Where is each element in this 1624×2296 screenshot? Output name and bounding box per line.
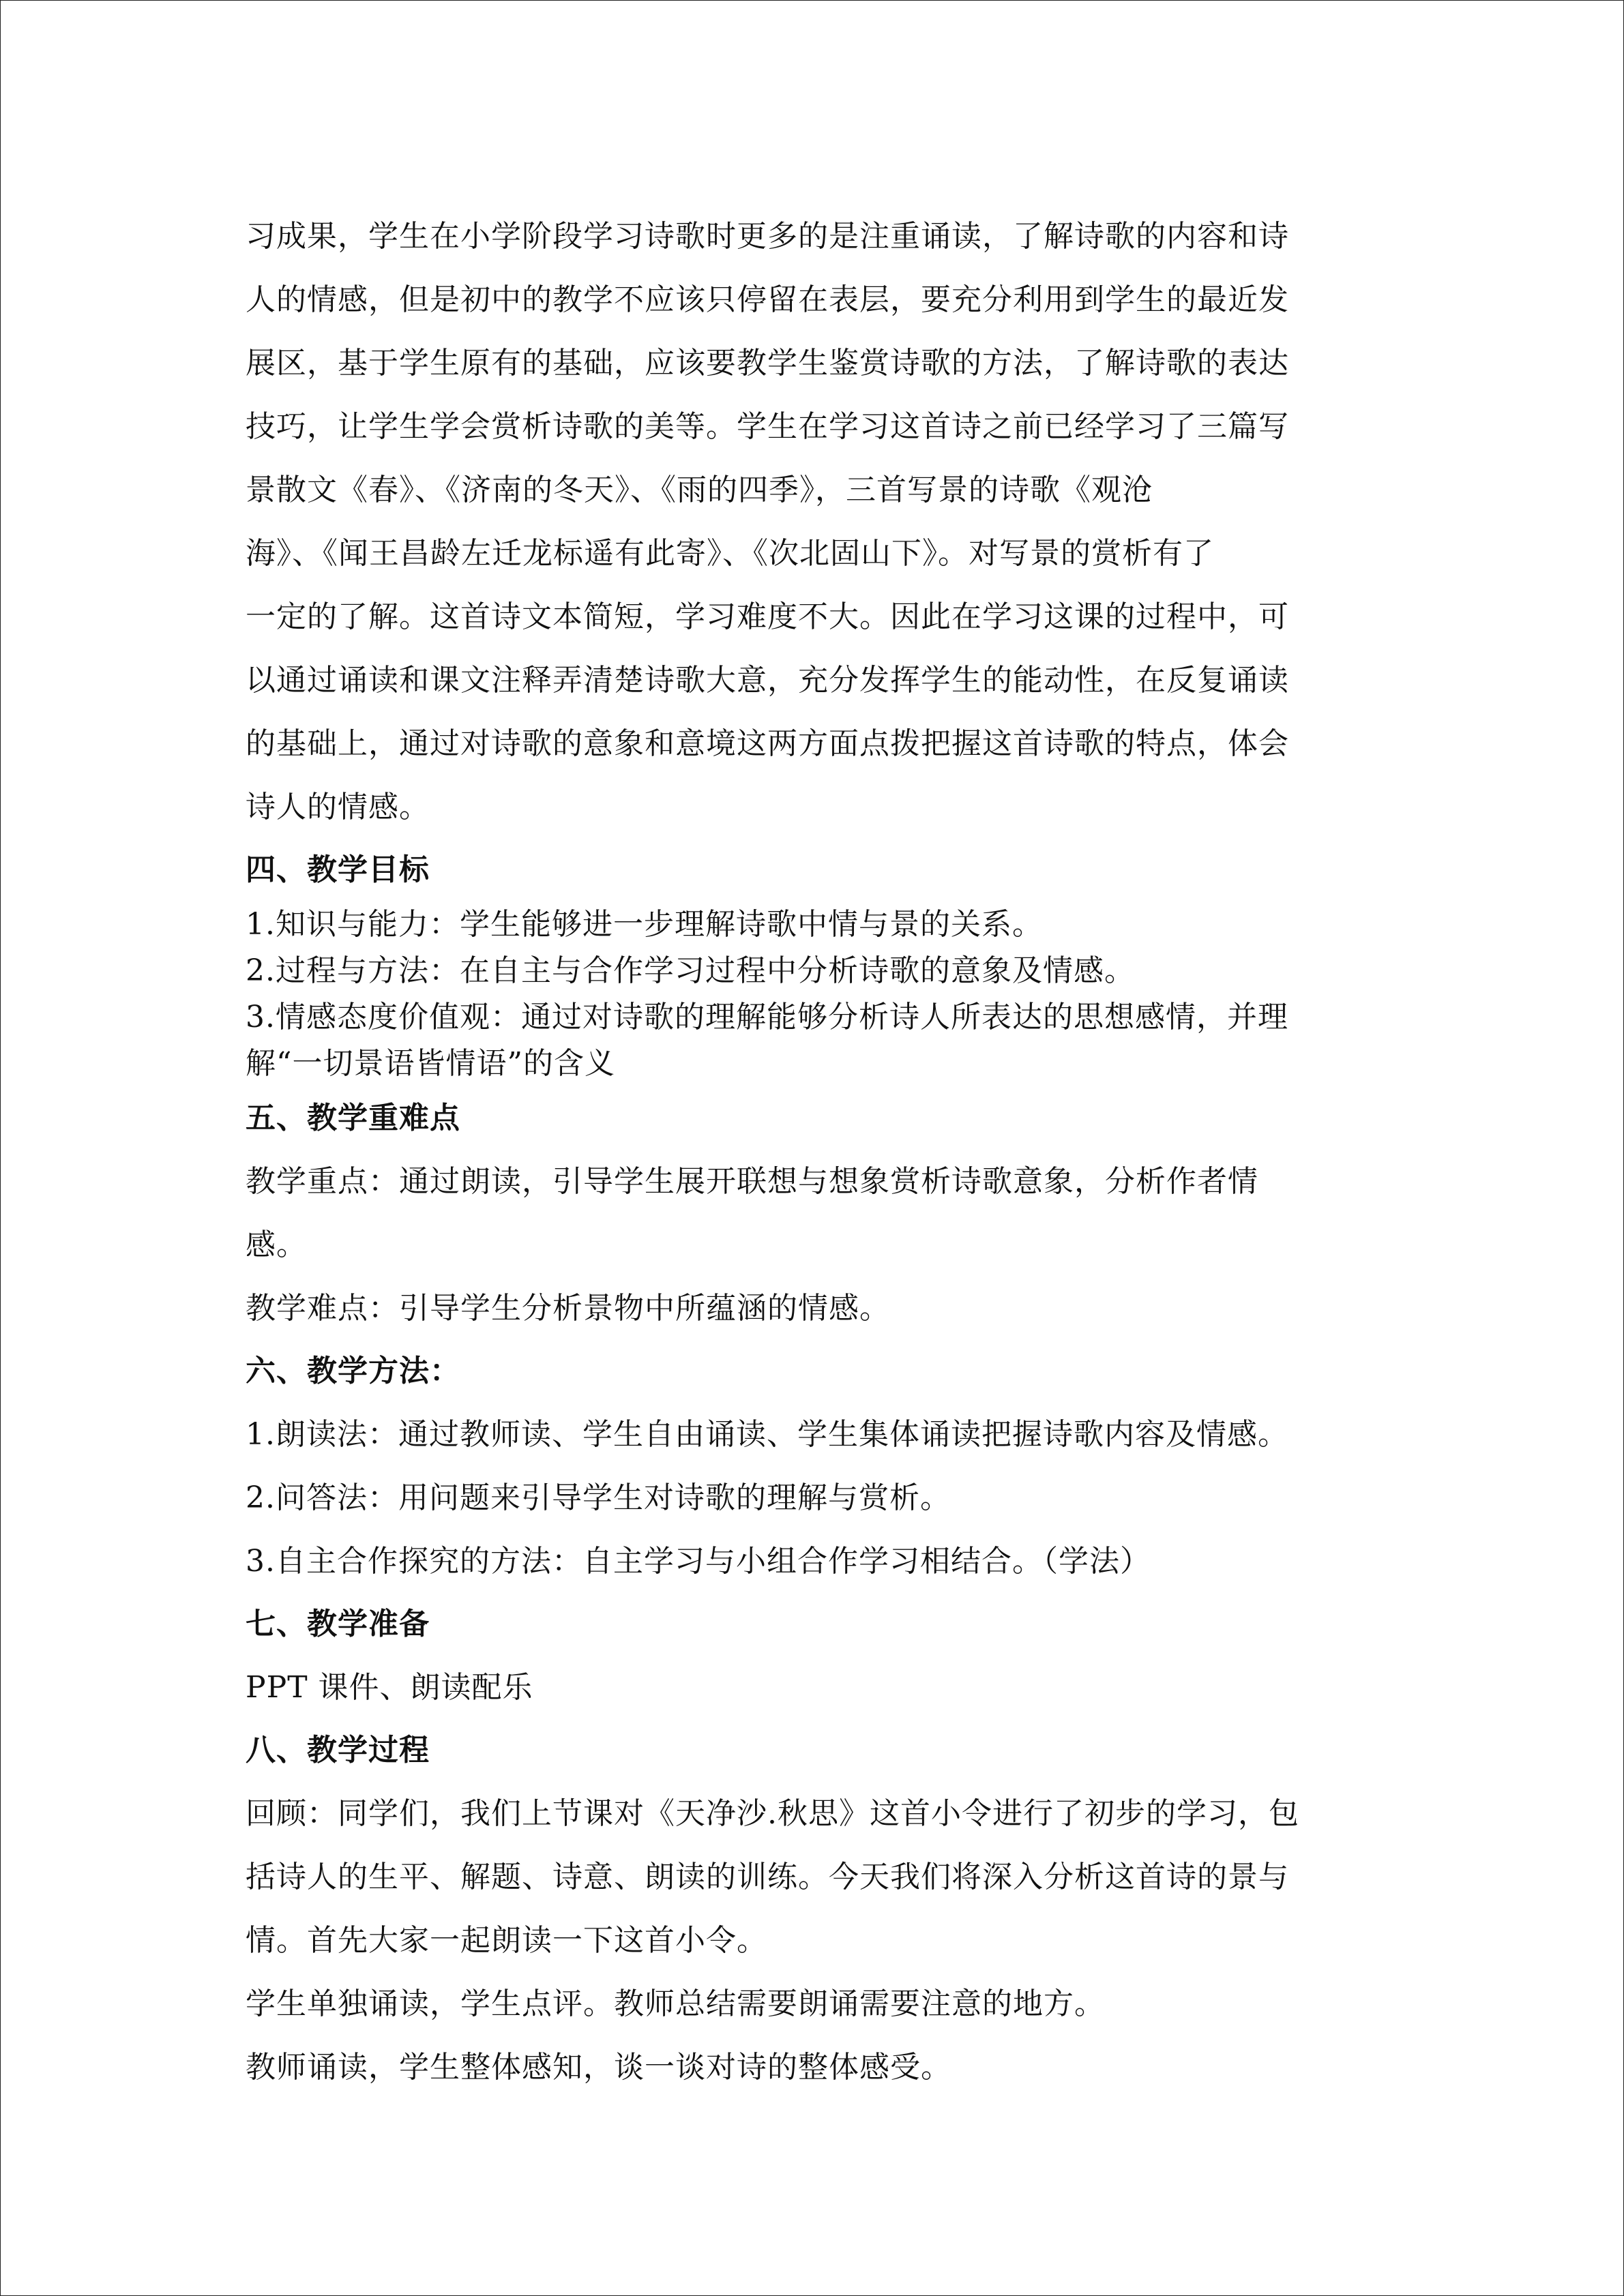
process-step: 教师诵读，学生整体感知，谈一谈对诗的整体感受。: [246, 2050, 951, 2085]
goal-item: 1.知识与能力：学生能够进一步理解诗歌中情与景的关系。: [246, 907, 1043, 942]
goal-item: 3.情感态度价值观：通过对诗歌的理解能够分析诗人所表达的思想感情，并理: [246, 1000, 1288, 1034]
section-teaching-goals: [246, 839, 1371, 1087]
paragraph-line: 以通过诵读和课文注释弄清楚诗歌大意，充分发挥学生的能动性，在反复诵读: [246, 663, 1289, 698]
review-line: 回顾：同学们，我们上节课对《天净沙.秋思》这首小令进行了初步的学习，包: [246, 1796, 1299, 1831]
difficult-point: 教学难点：引导学生分析景物中所蕴涵的情感。: [246, 1291, 890, 1326]
paragraph-line: 的基础上，通过对诗歌的意象和意境这两方面点拨把握这首诗歌的特点，体会: [246, 726, 1289, 761]
paragraph-line: 人的情感，但是初中的教学不应该只停留在表层，要充分利用到学生的最近发: [246, 282, 1289, 317]
goal-item: 2.过程与方法：在自主与合作学习过程中分析诗歌的意象及情感。: [246, 953, 1135, 988]
intro-paragraph: [246, 205, 1371, 839]
section-key-points: [246, 1087, 1371, 1340]
section-heading: 八、教学过程: [246, 1733, 430, 1768]
process-step: 学生单独诵读，学生点评。教师总结需要朗诵需要注意的地方。: [246, 1986, 1105, 2021]
section-heading: 五、教学重难点: [246, 1101, 460, 1135]
section-heading: 四、教学目标: [246, 852, 430, 887]
section-teaching-process: [246, 1719, 1371, 2099]
method-item: 2.问答法：用问题来引导学生对诗歌的理解与赏析。: [246, 1480, 951, 1515]
paragraph-line: 诗人的情感。: [246, 790, 430, 824]
paragraph-line: 景散文《春》、《济南的冬天》、《雨的四季》，三首写景的诗歌《观沧: [246, 473, 1153, 507]
paragraph-line: 技巧，让学生学会赏析诗歌的美等。学生在学习这首诗之前已经学习了三篇写: [246, 409, 1289, 444]
review-line: 括诗人的生平、解题、诗意、朗读的训练。今天我们将深入分析这首诗的景与: [246, 1860, 1289, 1894]
section-heading: 六、教学方法：: [246, 1354, 460, 1388]
section-teaching-methods: [246, 1340, 1371, 1593]
goal-item-continued: 解“一切景语皆情语”的含义: [246, 1046, 615, 1081]
paragraph-line: 展区，基于学生原有的基础，应该要教学生鉴赏诗歌的方法，了解诗歌的表达: [246, 346, 1289, 381]
review-line: 情。首先大家一起朗读一下这首小令。: [246, 1923, 767, 1958]
paragraph-line: 习成果，学生在小学阶段学习诗歌时更多的是注重诵读，了解诗歌的内容和诗: [246, 219, 1289, 254]
section-preparation: [246, 1593, 1371, 1719]
paragraph-line: 一定的了解。这首诗文本简短，学习难度不大。因此在学习这课的过程中，可: [246, 599, 1289, 634]
paragraph-line: 海》、《闻王昌龄左迁龙标遥有此寄》、《次北固山下》。对写景的赏析有了: [246, 536, 1214, 571]
key-point-continued: 感。: [246, 1227, 307, 1262]
preparation-text: PPT 课件、朗读配乐: [246, 1670, 533, 1705]
method-item: 1.朗读法：通过教师读、学生自由诵读、学生集体诵读把握诗歌内容及情感。: [246, 1417, 1288, 1452]
document-body: [246, 205, 1371, 2099]
method-item: 3.自主合作探究的方法：自主学习与小组合作学习相结合。（学法）: [246, 1544, 1151, 1579]
section-heading: 七、教学准备: [246, 1607, 430, 1641]
key-point: 教学重点：通过朗读，引导学生展开联想与想象赏析诗歌意象，分析作者情: [246, 1164, 1258, 1199]
